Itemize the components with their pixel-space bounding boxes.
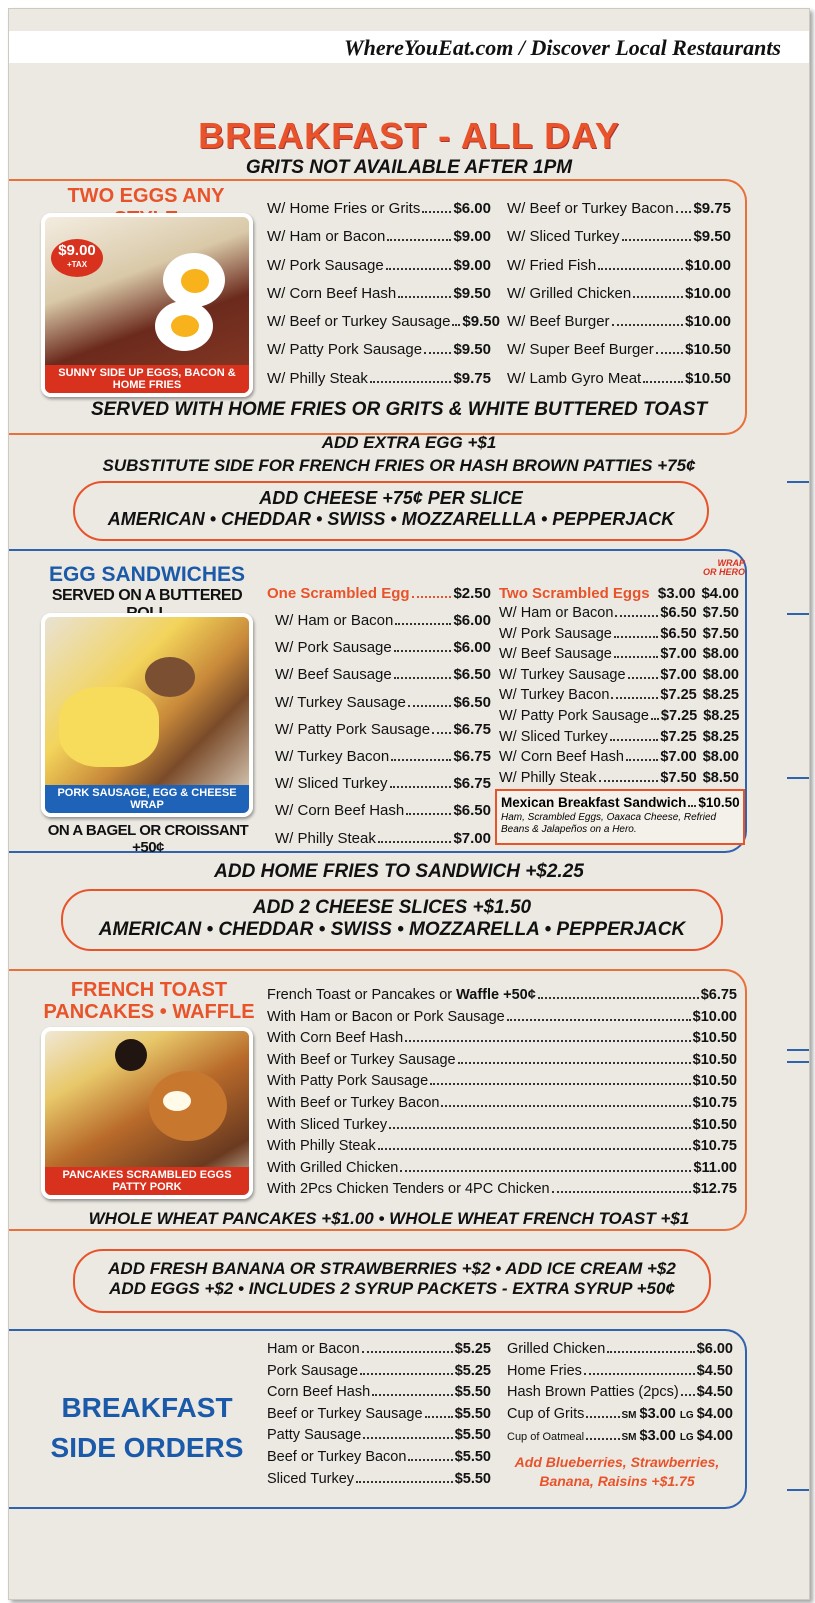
- french-toast-item: [267, 1071, 737, 1093]
- side-orders-list-right: [507, 1339, 733, 1491]
- side-orders-heading-1: BREAKFAST: [61, 1392, 233, 1423]
- two-eggs-item-name: W/ Patty Pork Sausage: [267, 341, 423, 359]
- add-cheese-line: ADD CHEESE +75¢ PER SLICE: [259, 488, 523, 508]
- french-toast-item: [267, 1115, 737, 1137]
- two-eggs-item-name: W/ Sliced Turkey: [507, 228, 620, 246]
- two-eggs-item-price: $9.75: [693, 200, 731, 217]
- one-egg-item: [275, 634, 491, 661]
- two-egg-item-price-wrap: $8.00: [702, 666, 739, 683]
- two-eggs-item: [267, 308, 500, 336]
- egg-filling: [59, 687, 159, 767]
- side-item-name: Pork Sausage: [267, 1362, 359, 1379]
- two-eggs-item: [507, 280, 731, 308]
- side-item-name: Hash Brown Patties (2pcs): [507, 1384, 679, 1401]
- two-eggs-item-price: $6.00: [453, 200, 491, 217]
- edge-mark: [787, 1489, 809, 1491]
- two-eggs-item: [507, 252, 731, 280]
- two-egg-item-name: W/ Patty Pork Sausage: [499, 707, 649, 724]
- one-egg-item: [275, 716, 491, 743]
- egg-sandwich-heading: EGG SANDWICHES: [48, 563, 245, 586]
- two-egg-item: [499, 685, 739, 706]
- french-toast-item: [267, 1028, 737, 1050]
- grits-lg-label: LG: [679, 1409, 694, 1421]
- side-item: [267, 1339, 491, 1361]
- french-toast-items: [267, 1007, 737, 1201]
- one-egg-item: [275, 607, 491, 634]
- one-egg-item-price: $6.50: [453, 666, 491, 684]
- two-egg-item: [499, 644, 739, 665]
- french-toast-item: [267, 1007, 737, 1029]
- grits-sm-price: $3.00: [639, 1405, 676, 1422]
- side-item-price: $4.50: [696, 1362, 733, 1379]
- two-egg-item-price-wrap: $7.50: [702, 625, 739, 642]
- two-egg-item-price-wrap: $8.25: [703, 707, 740, 724]
- add-home-fries-line: ADD HOME FRIES TO SANDWICH +$2.25: [214, 861, 584, 882]
- two-egg-item-price: $6.50: [660, 605, 697, 621]
- french-toast-item-name: With 2Pcs Chicken Tenders or 4PC Chicken: [267, 1181, 550, 1198]
- one-egg-price: $2.50: [453, 585, 491, 602]
- side-item-name: Corn Beef Hash: [267, 1384, 371, 1401]
- french-toast-extras-line-2: ADD EGGS +$2 • INCLUDES 2 SYRUP PACKETS - EXTRA SYRUP +50¢: [109, 1279, 675, 1298]
- cheese-types-line: AMERICAN • CHEDDAR • SWISS • MOZZARELLLA • PEPPERJACK: [107, 509, 675, 529]
- one-egg-item-price: $6.75: [453, 748, 491, 766]
- one-egg-header: [267, 583, 491, 605]
- side-item: [267, 1469, 491, 1491]
- french-toast-item-name: With Grilled Chicken: [267, 1159, 399, 1176]
- two-egg-item-price-wrap: $7.50: [702, 605, 739, 621]
- one-egg-item-name: W/ Patty Pork Sausage: [275, 720, 431, 738]
- two-eggs-item-name: W/ Fried Fish: [507, 256, 597, 274]
- side-item-price: $5.50: [454, 1427, 491, 1444]
- side-item-price: $4.50: [696, 1384, 733, 1401]
- french-toast-item-name: With Beef or Turkey Sausage: [267, 1051, 456, 1068]
- one-egg-item: [275, 797, 491, 824]
- extra-egg-line: ADD EXTRA EGG +$1: [321, 433, 497, 452]
- hero-label: OR HERO: [702, 567, 745, 577]
- side-item-name: Patty Sausage: [267, 1427, 362, 1444]
- add-cheese-pill: [73, 481, 709, 541]
- french-toast-item-price: $10.50: [692, 1051, 737, 1068]
- one-egg-item-name: W/ Corn Beef Hash: [275, 802, 405, 820]
- two-egg-price: $3.00: [657, 585, 696, 602]
- french-toast-item: [267, 1158, 737, 1180]
- side-addon-note: Add Blueberries, Strawberries, Banana, Raisins +$1.75: [514, 1453, 720, 1489]
- two-eggs-item: [507, 195, 731, 223]
- two-eggs-item-name: W/ Lamb Gyro Meat: [507, 369, 642, 387]
- two-eggs-item-price: $9.50: [693, 228, 731, 246]
- one-egg-item-name: W/ Turkey Sausage: [275, 693, 406, 711]
- two-eggs-item-price: $10.50: [685, 369, 731, 387]
- french-toast-item-price: $12.75: [692, 1181, 737, 1198]
- two-eggs-item-name: W/ Corn Beef Hash: [267, 284, 397, 302]
- butter: [163, 1091, 191, 1111]
- mexican-sandwich-desc: Ham, Scrambled Eggs, Oaxaca Cheese, Refried Beans & Jalapeños on a Hero.: [501, 812, 717, 835]
- two-eggs-item: [267, 252, 491, 280]
- one-egg-item: [275, 770, 491, 797]
- edge-mark: [787, 777, 809, 779]
- side-item-name: Grilled Chicken: [507, 1341, 606, 1357]
- price-badge-tax: +TAX: [66, 260, 88, 269]
- two-eggs-item-name: W/ Beef or Turkey Sausage: [267, 313, 451, 331]
- edge-mark: [787, 481, 809, 483]
- one-egg-item-name: W/ Philly Steak: [275, 829, 376, 847]
- two-egg-item-price-wrap: $8.00: [702, 646, 739, 663]
- two-egg-item: [499, 727, 739, 748]
- french-toast-item-price: $11.00: [693, 1159, 737, 1176]
- add-2-cheese-pill: [61, 889, 723, 951]
- one-egg-list: [275, 607, 491, 852]
- two-eggs-item-price: $9.00: [453, 256, 491, 274]
- two-egg-item-name: W/ Corn Beef Hash: [499, 749, 624, 766]
- two-eggs-item: [267, 336, 491, 364]
- egg-yolk-1: [181, 269, 209, 293]
- side-item-price: $5.50: [454, 1384, 491, 1401]
- one-egg-item: [275, 661, 491, 688]
- one-egg-label: One Scrambled Egg: [267, 585, 410, 602]
- two-egg-item-price: $7.50: [660, 769, 697, 786]
- two-egg-item: [499, 706, 739, 727]
- two-eggs-item-name: W/ Super Beef Burger: [507, 341, 654, 359]
- one-egg-item: [275, 743, 491, 770]
- two-eggs-item-price: $9.50: [453, 284, 491, 302]
- two-eggs-list-left: [267, 195, 500, 393]
- two-eggs-served: SERVED WITH HOME FRIES OR GRITS & WHITE BUTTERED TOAST: [90, 399, 708, 420]
- one-egg-item-price: $6.00: [453, 639, 491, 657]
- side-item-price: $6.00: [696, 1341, 733, 1357]
- two-eggs-item-price: $10.00: [685, 256, 731, 274]
- french-toast-caption: PANCAKES SCRAMBLED EGGS PATTY PORK: [45, 1167, 249, 1195]
- two-eggs-item-name: W/ Pork Sausage: [267, 256, 384, 274]
- bagel-croissant-note: ON A BAGEL OR CROISSANT +50¢: [47, 822, 249, 856]
- side-item: [507, 1382, 733, 1404]
- two-egg-item: [499, 768, 739, 789]
- two-egg-item-price-wrap: $8.50: [702, 769, 739, 786]
- french-toast-item-price: $10.75: [692, 1094, 737, 1111]
- french-toast-item-price: $6.75: [700, 987, 737, 1003]
- two-eggs-header: [499, 583, 739, 605]
- french-toast-item-name: With Beef or Turkey Bacon: [267, 1094, 440, 1111]
- two-eggs-item: [507, 223, 731, 251]
- french-toast-item-price: $10.50: [692, 1030, 737, 1047]
- french-toast-item-name: With Patty Pork Sausage: [267, 1073, 429, 1090]
- two-eggs-item-price: $9.50: [453, 341, 491, 359]
- wrap-hero-label: [695, 559, 745, 577]
- side-item-name: Home Fries: [507, 1362, 582, 1379]
- one-egg-item-price: $7.00: [453, 829, 491, 847]
- edge-mark: [787, 1061, 809, 1063]
- egg-sandwich-photo: [41, 613, 253, 817]
- syrup-cup: [115, 1039, 147, 1071]
- french-toast-item-price: $10.00: [692, 1008, 737, 1025]
- two-eggs-item-price: $10.00: [685, 284, 731, 302]
- french-toast-item: [267, 1050, 737, 1072]
- two-egg-item: [499, 747, 739, 768]
- two-egg-item-name: W/ Ham or Bacon: [499, 605, 614, 621]
- two-egg-item-price: $7.25: [660, 707, 698, 724]
- two-egg-item-price: $7.25: [660, 728, 697, 745]
- french-toast-item-price: $10.75: [692, 1138, 737, 1155]
- side-item: [507, 1339, 733, 1361]
- edge-mark: [787, 613, 809, 615]
- two-egg-item-name: W/ Philly Steak: [499, 769, 597, 786]
- one-egg-item-name: W/ Ham or Bacon: [275, 612, 394, 629]
- side-item-price: $5.25: [454, 1362, 491, 1379]
- french-toast-list: [267, 985, 737, 1201]
- price-badge-price: $9.00: [58, 242, 96, 259]
- side-item: [267, 1382, 491, 1404]
- two-eggs-photo: [41, 213, 253, 397]
- two-egg-item: [499, 603, 739, 624]
- two-egg-item-price: $7.00: [660, 666, 697, 683]
- side-item-grits: [507, 1404, 733, 1427]
- one-egg-item-price: $6.00: [453, 612, 491, 629]
- two-egg-item-name: W/ Turkey Sausage: [499, 666, 626, 683]
- oatmeal-lg-price: $4.00: [696, 1428, 733, 1445]
- egg-sandwich-subheading: SERVED ON A BUTTERED: [51, 587, 243, 604]
- french-toast-item-name: With Philly Steak: [267, 1138, 376, 1155]
- two-eggs-item: [267, 280, 491, 308]
- side-item-price: $5.50: [454, 1405, 491, 1422]
- two-egg-item-price-wrap: $8.00: [702, 749, 739, 766]
- one-egg-item-price: $6.75: [453, 775, 491, 793]
- two-egg-item-price: $7.25: [660, 687, 697, 704]
- two-eggs-caption: SUNNY SIDE UP EGGS, BACON & HOME FRIES: [45, 365, 249, 393]
- french-toast-item-price: $10.50: [692, 1116, 737, 1133]
- sausage-patty: [145, 657, 195, 697]
- two-egg-item-price: $7.00: [660, 749, 697, 766]
- watermark-banner: [9, 31, 809, 63]
- two-eggs-item: [267, 223, 491, 251]
- grits-lg-price: $4.00: [696, 1405, 733, 1422]
- side-item: [267, 1404, 491, 1426]
- two-eggs-item-price: $9.50: [462, 313, 500, 331]
- two-egg-item-name: W/ Turkey Bacon: [499, 687, 610, 704]
- french-toast-item-price: $10.50: [692, 1073, 737, 1090]
- mexican-sandwich-price: $10.50: [698, 795, 740, 810]
- two-eggs-item: [267, 365, 491, 393]
- one-egg-item-price: $6.75: [453, 720, 491, 738]
- oatmeal-lg-label: LG: [679, 1432, 694, 1444]
- oatmeal-sm-price: $3.00: [639, 1428, 676, 1445]
- two-eggs-item-name: W/ Home Fries or Grits: [267, 200, 421, 217]
- side-item-price: $5.25: [454, 1341, 491, 1357]
- two-egg-item-name: W/ Sliced Turkey: [499, 728, 608, 745]
- one-egg-item-price: $6.50: [453, 802, 491, 820]
- two-egg-item: [499, 665, 739, 686]
- two-eggs-item-name: W/ Grilled Chicken: [507, 284, 632, 302]
- two-eggs-item: [267, 195, 491, 223]
- two-egg-item-name: W/ Beef Sausage: [499, 646, 612, 663]
- side-item-name: Ham or Bacon: [267, 1341, 360, 1357]
- one-egg-item-name: W/ Beef Sausage: [275, 666, 392, 684]
- one-egg-item-price: $6.50: [453, 693, 491, 711]
- substitute-side-line: SUBSTITUTE SIDE FOR FRENCH FRIES OR HASH BROWN PATTIES +75¢: [102, 456, 696, 475]
- egg-yolk-2: [171, 315, 199, 337]
- french-toast-extras-pill: [73, 1249, 711, 1313]
- french-toast-item-name: With Ham or Bacon or Pork Sausage: [267, 1008, 505, 1025]
- side-item-name: Beef or Turkey Sausage: [267, 1405, 423, 1422]
- side-item: [507, 1361, 733, 1383]
- two-eggs-item-price: $9.75: [453, 369, 491, 387]
- one-egg-item-name: W/ Sliced Turkey: [275, 775, 388, 793]
- two-eggs-item-name: W/ Ham or Bacon: [267, 228, 386, 246]
- one-egg-item: [275, 825, 491, 852]
- one-egg-item: [275, 689, 491, 716]
- french-toast-item: [267, 985, 737, 1007]
- french-toast-item-name: With Sliced Turkey: [267, 1116, 388, 1133]
- french-toast-item-name: French Toast or Pancakes or Waffle +50¢: [267, 987, 536, 1003]
- french-toast-photo: [41, 1027, 253, 1199]
- add-2-cheese-line: ADD 2 CHEESE SLICES +$1.50: [252, 897, 532, 918]
- side-item-price: $5.50: [454, 1448, 491, 1465]
- whole-wheat-line: WHOLE WHEAT PANCAKES +$1.00 • WHOLE WHEAT FRENCH TOAST +$1: [88, 1209, 690, 1228]
- two-eggs-item: [507, 365, 731, 393]
- two-egg-label: Two Scrambled Eggs: [499, 585, 650, 602]
- two-eggs-item-price: $9.00: [453, 228, 491, 246]
- french-toast-item-name: With Corn Beef Hash: [267, 1030, 404, 1047]
- watermark-text: WhereYouEat.com / Discover Local Restaurants: [344, 35, 781, 60]
- cheese-types-line-2: AMERICAN • CHEDDAR • SWISS • MOZZARELLA • PEPPERJACK: [98, 919, 686, 940]
- french-toast-extras-line-1: ADD FRESH BANANA OR STRAWBERRIES +$2 • ADD ICE CREAM +$2: [108, 1259, 676, 1278]
- two-egg-item-price-wrap: $8.25: [702, 687, 739, 704]
- one-egg-item-name: W/ Pork Sausage: [275, 639, 392, 657]
- two-eggs-item-price: $10.50: [685, 341, 731, 359]
- mexican-sandwich-name: Mexican Breakfast Sandwich: [501, 795, 687, 810]
- two-egg-list: [499, 603, 739, 788]
- two-egg-item-name: W/ Pork Sausage: [499, 625, 612, 642]
- french-toast-heading-2: PANCAKES • WAFFLE: [43, 1001, 255, 1023]
- side-item-name: Sliced Turkey: [267, 1470, 355, 1487]
- two-egg-price-wrap: $4.00: [701, 585, 739, 602]
- price-badge: [51, 239, 103, 277]
- grits-sm-label: SM: [621, 1409, 637, 1421]
- french-toast-item: [267, 1136, 737, 1158]
- two-eggs-list-right: [507, 195, 731, 393]
- egg-sandwich-caption: PORK SAUSAGE, EGG & CHEESE WRAP: [45, 785, 249, 813]
- french-toast-heading-1: FRENCH TOAST: [70, 979, 228, 1001]
- one-egg-item-name: W/ Turkey Bacon: [275, 748, 390, 766]
- side-orders-heading-2: SIDE ORDERS: [50, 1432, 244, 1463]
- oatmeal-sm-label: SM: [621, 1432, 637, 1444]
- french-toast-item: [267, 1093, 737, 1115]
- two-eggs-item: [507, 336, 731, 364]
- side-item-name: Beef or Turkey Bacon: [267, 1448, 407, 1465]
- side-item-price: $5.50: [454, 1470, 491, 1487]
- menu-page: [8, 8, 810, 1600]
- side-item: [267, 1361, 491, 1383]
- page-subtitle: GRITS NOT AVAILABLE AFTER 1PM: [245, 157, 573, 178]
- two-egg-item-price-wrap: $8.25: [702, 728, 739, 745]
- two-eggs-heading: TWO EGGS ANY: [67, 185, 225, 207]
- side-orders-right-items: [507, 1339, 733, 1404]
- side-item-oatmeal: [507, 1426, 733, 1449]
- side-item: [267, 1425, 491, 1447]
- side-orders-list-left: [267, 1339, 491, 1490]
- two-eggs-item: [507, 308, 731, 336]
- wrap-label: WRAP: [717, 558, 745, 568]
- page-title: BREAKFAST - ALL DAY: [198, 115, 620, 156]
- two-eggs-item-name: W/ Beef or Turkey Bacon: [507, 200, 674, 217]
- two-egg-item-price: $6.50: [660, 625, 697, 642]
- edge-mark: [787, 1049, 809, 1051]
- two-eggs-item-price: $10.00: [685, 313, 731, 331]
- two-eggs-item-name: W/ Beef Burger: [507, 313, 610, 331]
- french-toast-item: [267, 1179, 737, 1201]
- oatmeal-name: Cup of Oatmeal: [507, 1431, 585, 1444]
- two-egg-item-price: $7.00: [660, 646, 697, 663]
- mexican-sandwich-box: [495, 789, 745, 845]
- two-egg-item: [499, 624, 739, 645]
- side-item: [267, 1447, 491, 1469]
- grits-name: Cup of Grits: [507, 1405, 585, 1422]
- two-eggs-item-name: W/ Philly Steak: [267, 369, 368, 387]
